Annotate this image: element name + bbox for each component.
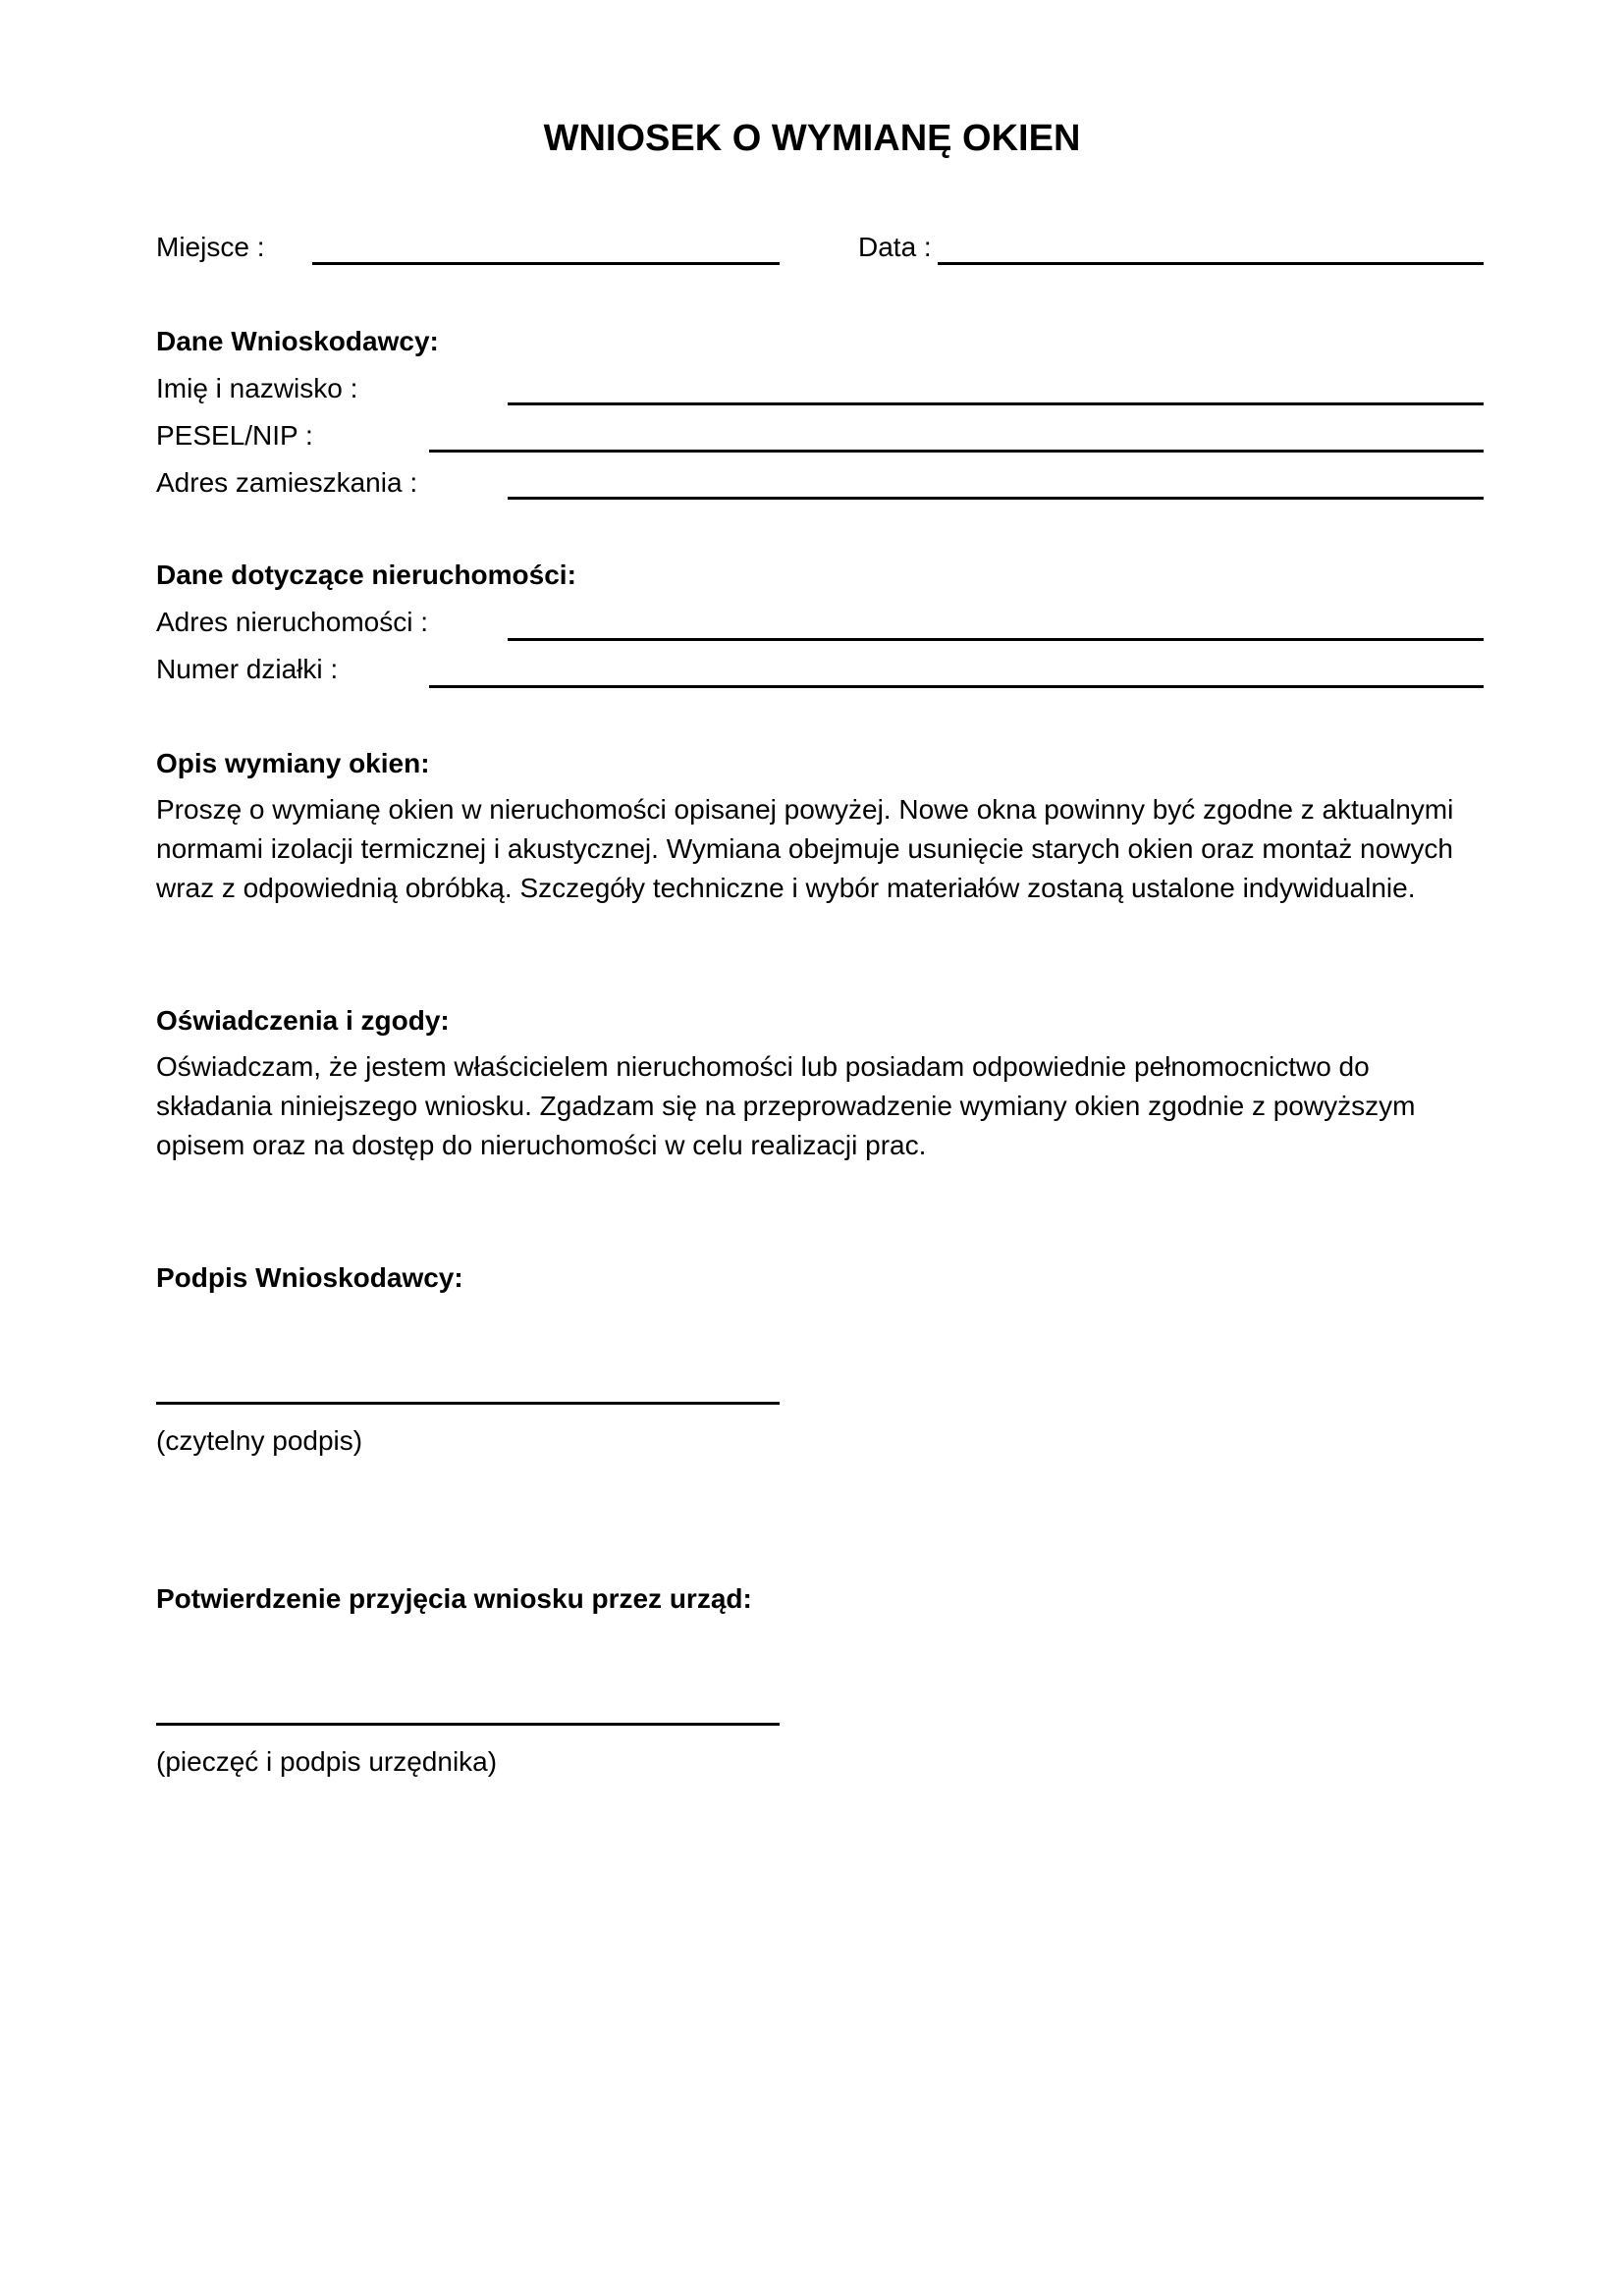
applicant-heading: Dane Wnioskodawcy: xyxy=(156,326,439,356)
id-label: PESEL/NIP : xyxy=(156,420,313,451)
place-field-line[interactable] xyxy=(312,262,780,265)
description-line: normami izolacji termicznej i akustycznej. Wymiana obejmuje usunięcie starych okien oraz montaż nowych xyxy=(156,833,1453,864)
signature-line[interactable] xyxy=(156,1402,780,1405)
office-signature-line[interactable] xyxy=(156,1723,780,1726)
name-label: Imię i nazwisko : xyxy=(156,373,358,403)
residence-address-label: Adres zamieszkania : xyxy=(156,467,418,498)
id-field-line[interactable] xyxy=(429,450,1484,453)
declarations-line: Oświadczam, że jestem właścicielem nieruchomości lub posiadam odpowiednie pełnomocnictwo do xyxy=(156,1051,1370,1082)
office-caption: (pieczęć i podpis urzędnika) xyxy=(156,1746,498,1777)
document-title: WNIOSEK O WYMIANĘ OKIEN xyxy=(543,118,1081,159)
description-line: wraz z odpowiednią obróbką. Szczegóły techniczne i wybór materiałów zostaną ustalone indywidualnie. xyxy=(156,873,1416,903)
description-heading: Opis wymiany okien: xyxy=(156,748,430,778)
plot-number-label: Numer działki : xyxy=(156,654,339,684)
declarations-line: składania niniejszego wniosku. Zgadzam się na przeprowadzenie wymiany okien zgodnie z powyższym xyxy=(156,1091,1416,1121)
declarations-paragraph xyxy=(156,1047,1491,1165)
place-label: Miejsce : xyxy=(156,232,265,262)
signature-caption: (czytelny podpis) xyxy=(156,1425,363,1456)
signature-heading: Podpis Wnioskodawcy: xyxy=(156,1262,463,1293)
office-confirmation-heading: Potwierdzenie przyjęcia wniosku przez urząd: xyxy=(156,1583,752,1614)
property-address-label: Adres nieruchomości : xyxy=(156,607,429,637)
residence-address-field-line[interactable] xyxy=(508,497,1484,500)
date-field-line[interactable] xyxy=(938,262,1484,265)
name-field-line[interactable] xyxy=(508,402,1484,405)
declarations-heading: Oświadczenia i zgody: xyxy=(156,1005,450,1036)
declarations-line: opisem oraz na dostęp do nieruchomości w celu realizacji prac. xyxy=(156,1130,927,1160)
description-paragraph xyxy=(156,790,1491,908)
property-address-field-line[interactable] xyxy=(508,638,1484,641)
property-heading: Dane dotyczące nieruchomości: xyxy=(156,560,576,590)
plot-number-field-line[interactable] xyxy=(429,685,1484,688)
date-label: Data : xyxy=(858,232,932,262)
description-line: Proszę o wymianę okien w nieruchomości opisanej powyżej. Nowe okna powinny być zgodne z aktualnymi xyxy=(156,794,1454,825)
